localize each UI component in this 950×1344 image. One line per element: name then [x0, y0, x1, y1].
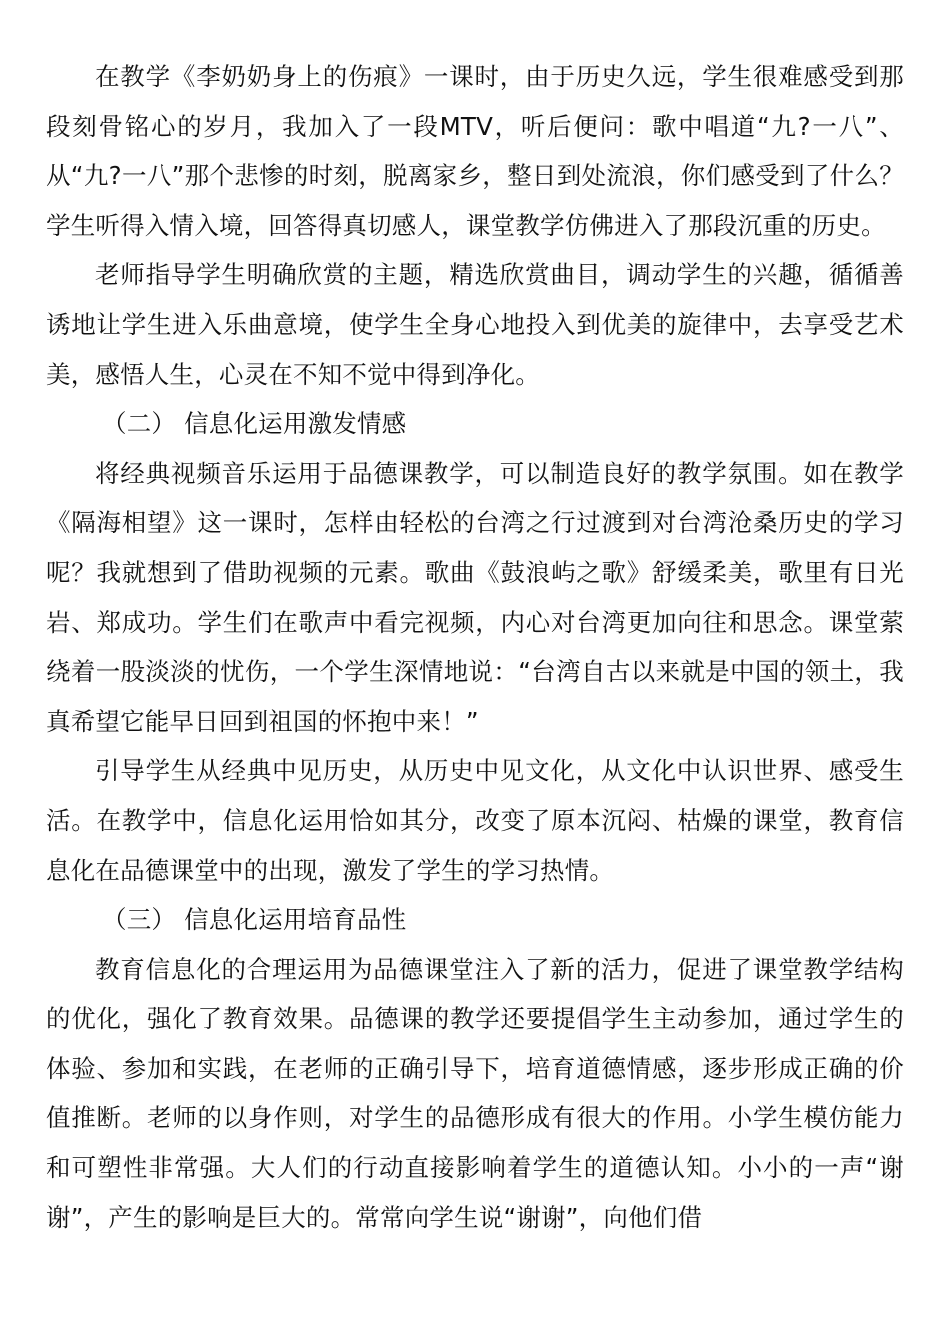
paragraph-history-culture: 引导学生从经典中见历史，从历史中见文化，从文化中认识世界、感受生活。在教学中，信息化运用恰如其分，改变了原本沉闷、枯燥的课堂，教育信息化在品德课堂中的出现，激发了学生的学习热情。	[46, 756, 904, 885]
document-page	[46, 52, 904, 1242]
paragraph-character-building: 教育信息化的合理运用为品德课堂注入了新的活力，促进了课堂教学结构的优化，强化了教育效果。品德课的教学还要提倡学生主动参加，通过学生的体验、参加和实践，在老师的正确引导下，培育道德情感，逐步形成正确的价值推断。老师的以身作则，对学生的品德形成有很大的作用。小学生模仿能力和可塑性非常强。大人们的行动直接影响着学生的道德认知。小小的一声“谢谢”，产生的影响是巨大的。常常向学生说“谢谢”，向他们借	[46, 954, 904, 1232]
section-heading-2: （二） 信息化运用激发情感	[102, 409, 407, 439]
paragraph-music-appreciation: 老师指导学生明确欣赏的主题，精选欣赏曲目，调动学生的兴趣，循循善诱地让学生进入乐曲意境，使学生全身心地投入到优美的旋律中，去享受艺术美，感悟人生，心灵在不知不觉中得到净化。	[46, 260, 904, 389]
paragraph-taiwan-lesson: 将经典视频音乐运用于品德课教学，可以制造良好的教学氛围。如在教学《隔海相望》这一课时，怎样由轻松的台湾之行过渡到对台湾沧桑历史的学习呢？我就想到了借助视频的元素。歌曲《鼓浪屿之歌》舒缓柔美，歌里有日光岩、郑成功。学生们在歌声中看完视频，内心对台湾更加向往和思念。课堂萦绕着一股淡淡的忧伤，一个学生深情地说：“台湾自古以来就是中国的领土，我真希望它能早日回到祖国的怀抱中来！”	[46, 458, 904, 736]
paragraph-li-nainai: 在教学《李奶奶身上的伤痕》一课时，由于历史久远，学生很难感受到那段刻骨铭心的岁月，我加入了一段MTV，听后便问：歌中唱道“九?一八”、从“九?一八”那个悲惨的时刻，脱离家乡，整日到处流浪，你们感受到了什么？学生听得入情入境，回答得真切感人，课堂教学仿佛进入了那段沉重的历史。	[46, 62, 904, 240]
section-heading-3: （三） 信息化运用培育品性	[102, 905, 407, 935]
